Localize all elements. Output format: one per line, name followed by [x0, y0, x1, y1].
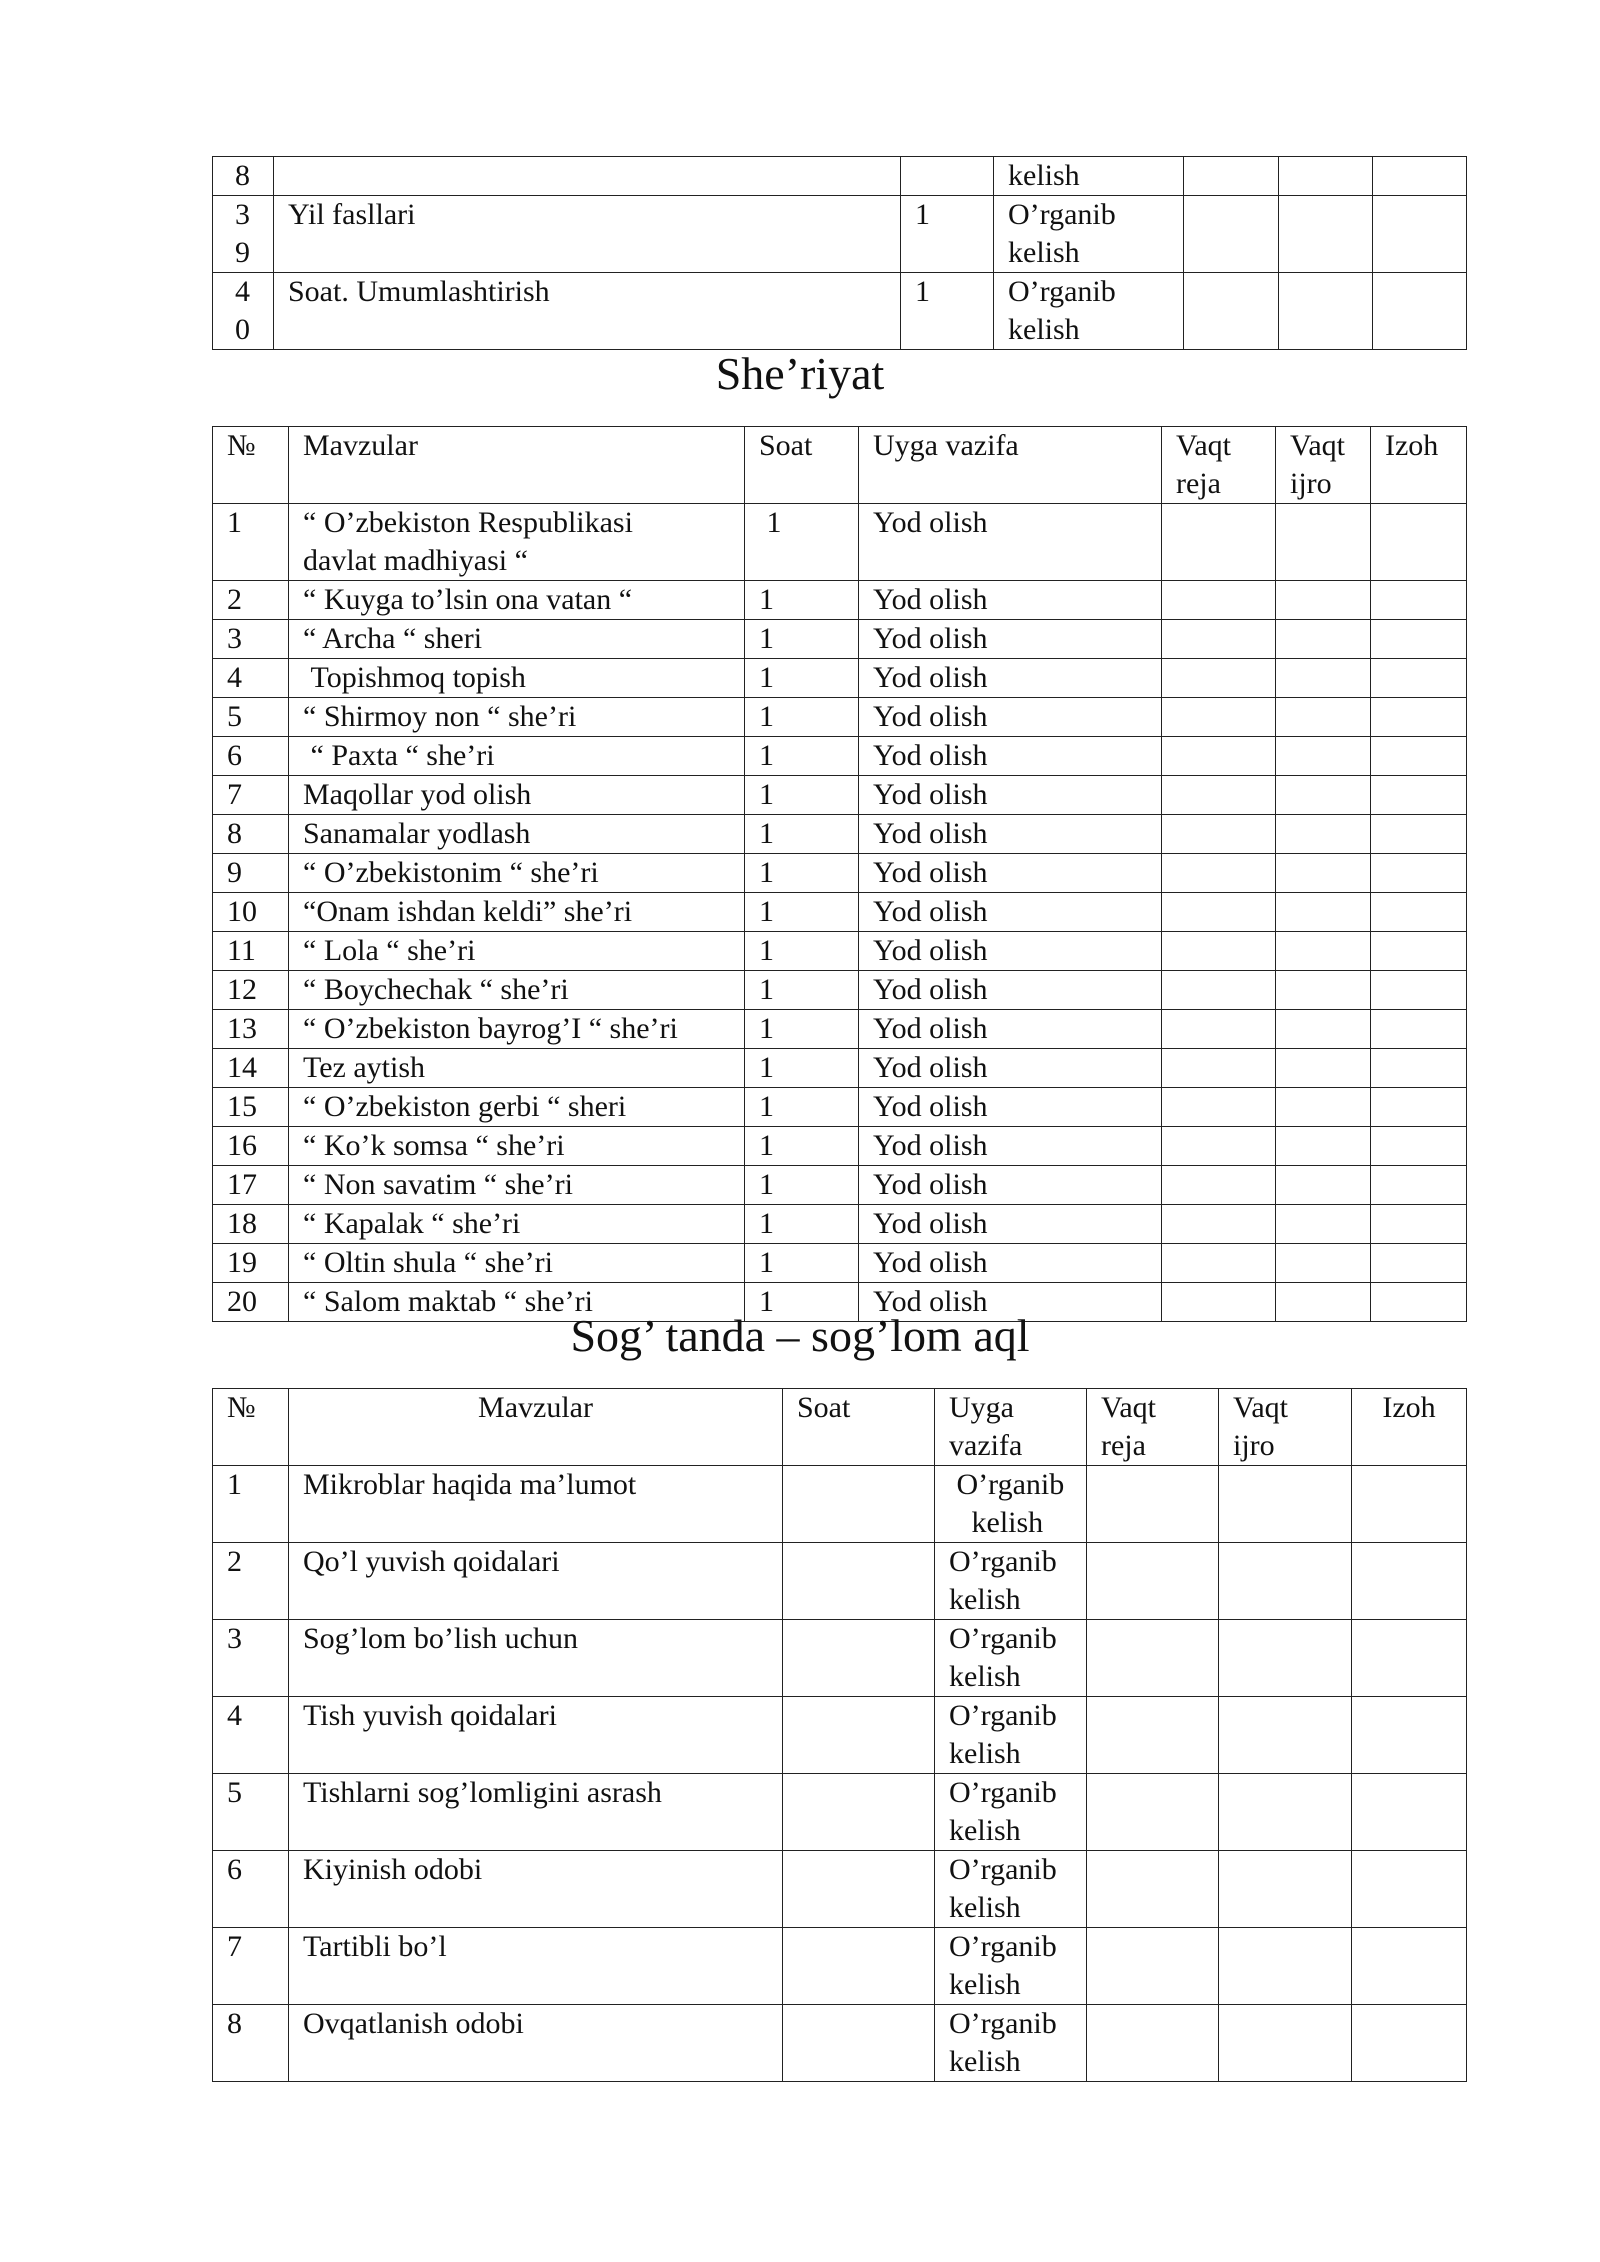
table-row [213, 1928, 1467, 2005]
row-note [1352, 2005, 1467, 2082]
row-number [213, 273, 274, 350]
header-row [213, 427, 1467, 504]
row-topic: Yil fasllari [274, 196, 901, 273]
row-number: 2 [213, 1543, 289, 1620]
row-number [213, 196, 274, 273]
row-topic: “ Oltin shula “ she’ri [289, 1244, 745, 1283]
row-topic: Soat. Umumlashtirish [274, 273, 901, 350]
row-hours [783, 2005, 935, 2082]
row-hours: 1 [745, 932, 859, 971]
row-note [1371, 893, 1467, 932]
table-row [213, 581, 1467, 620]
table-row [213, 1127, 1467, 1166]
row-time-plan [1087, 1851, 1219, 1928]
row-note [1352, 1620, 1467, 1697]
row-homework: O’rganib kelish [935, 1466, 1087, 1543]
row-hours: 1 [901, 273, 994, 350]
row-hours [783, 1928, 935, 2005]
row-note [1371, 698, 1467, 737]
row-homework: Yod olish [859, 1205, 1162, 1244]
row-homework: Yod olish [859, 659, 1162, 698]
row-note [1371, 737, 1467, 776]
row-note [1371, 1244, 1467, 1283]
row-note [1352, 1543, 1467, 1620]
row-homework: Yod olish [859, 1010, 1162, 1049]
row-topic: “ Kapalak “ she’ri [289, 1205, 745, 1244]
row-time-done [1279, 157, 1373, 196]
row-homework: O’rganib kelish [935, 2005, 1087, 2082]
row-homework: Yod olish [859, 1283, 1162, 1322]
row-note [1352, 1697, 1467, 1774]
row-time-done [1276, 854, 1371, 893]
row-time-done [1279, 196, 1373, 273]
row-hours: 1 [745, 737, 859, 776]
row-time-done [1219, 1466, 1352, 1543]
row-number: 6 [213, 737, 289, 776]
table-row [213, 1088, 1467, 1127]
row-time-plan [1162, 971, 1276, 1010]
table-row [213, 1166, 1467, 1205]
row-hours [783, 1851, 935, 1928]
row-topic [274, 157, 901, 196]
row-topic: “ Boychechak “ she’ri [289, 971, 745, 1010]
row-topic: Tishlarni sog’lomligini asrash [289, 1774, 783, 1851]
row-number: 20 [213, 1283, 289, 1322]
row-hours: 1 [745, 815, 859, 854]
table-row [213, 1620, 1467, 1697]
table-row [213, 1244, 1467, 1283]
row-homework: O’rganib kelish [935, 1774, 1087, 1851]
row-homework: kelish [994, 157, 1184, 196]
table-row [213, 1543, 1467, 1620]
row-time-plan [1184, 273, 1279, 350]
row-number: 11 [213, 932, 289, 971]
row-homework: Yod olish [859, 698, 1162, 737]
header-hours: Soat [745, 427, 859, 504]
row-hours: 1 [745, 1127, 859, 1166]
row-time-plan [1162, 1127, 1276, 1166]
row-hours: 1 [745, 971, 859, 1010]
row-note [1371, 659, 1467, 698]
row-note [1371, 1166, 1467, 1205]
row-time-plan [1162, 698, 1276, 737]
row-number: 7 [213, 776, 289, 815]
row-number-digit: 9 [235, 236, 250, 269]
row-hours: 1 [745, 1049, 859, 1088]
row-time-plan [1162, 1205, 1276, 1244]
row-time-done [1276, 659, 1371, 698]
row-time-plan [1087, 2005, 1219, 2082]
row-number: 15 [213, 1088, 289, 1127]
header-time-done: Vaqt ijro [1219, 1389, 1352, 1466]
row-time-plan [1087, 1620, 1219, 1697]
header-topic: Mavzular [289, 427, 745, 504]
row-topic: “ Ko’k somsa “ she’ri [289, 1127, 745, 1166]
row-hours [783, 1543, 935, 1620]
row-time-plan [1087, 1928, 1219, 2005]
row-homework: O’rganib kelish [935, 1543, 1087, 1620]
row-homework: O’rganib kelish [935, 1928, 1087, 2005]
row-note [1371, 776, 1467, 815]
section-title-health: Sog’ tanda – sog’lom aql [570, 1310, 1030, 1361]
table-row [213, 737, 1467, 776]
row-time-plan [1162, 1166, 1276, 1205]
row-time-plan [1087, 1466, 1219, 1543]
row-number: 10 [213, 893, 289, 932]
row-topic: Sanamalar yodlash [289, 815, 745, 854]
row-note [1373, 196, 1467, 273]
row-time-plan [1162, 854, 1276, 893]
row-time-done [1219, 1697, 1352, 1774]
row-number: 18 [213, 1205, 289, 1244]
row-time-plan [1162, 776, 1276, 815]
row-time-plan [1087, 1774, 1219, 1851]
row-topic: “ O’zbekiston Respublikasi davlat madhiyasi “ [289, 504, 745, 581]
row-time-plan [1162, 893, 1276, 932]
row-time-plan [1162, 1010, 1276, 1049]
table-row [213, 893, 1467, 932]
row-hours [901, 157, 994, 196]
row-hours: 1 [745, 1283, 859, 1322]
row-number: 5 [213, 698, 289, 737]
row-note [1352, 1928, 1467, 2005]
row-time-plan [1162, 1088, 1276, 1127]
row-topic: Tartibli bo’l [289, 1928, 783, 2005]
row-time-plan [1087, 1543, 1219, 1620]
table-row [213, 776, 1467, 815]
row-homework: O’rganib kelish [935, 1851, 1087, 1928]
table-row [213, 815, 1467, 854]
row-number: 19 [213, 1244, 289, 1283]
row-hours: 1 [745, 1166, 859, 1205]
row-homework: Yod olish [859, 971, 1162, 1010]
row-homework: O’rganib kelish [994, 196, 1184, 273]
row-number: 9 [213, 854, 289, 893]
row-number [213, 157, 274, 196]
table-row [213, 1851, 1467, 1928]
row-topic: “ O’zbekiston bayrog’I “ she’ri [289, 1010, 745, 1049]
row-time-plan [1162, 659, 1276, 698]
continuation-table [212, 156, 1467, 350]
row-time-done [1276, 1088, 1371, 1127]
row-topic: Maqollar yod olish [289, 776, 745, 815]
row-hours: 1 [901, 196, 994, 273]
row-topic: “Onam ishdan keldi” she’ri [289, 893, 745, 932]
row-topic: Tish yuvish qoidalari [289, 1697, 783, 1774]
row-time-plan [1162, 815, 1276, 854]
row-time-plan [1162, 581, 1276, 620]
row-homework: Yod olish [859, 932, 1162, 971]
table-row [213, 1049, 1467, 1088]
table-row [213, 196, 1467, 273]
header-note: Izoh [1371, 427, 1467, 504]
row-time-plan [1184, 196, 1279, 273]
row-time-done [1219, 1851, 1352, 1928]
row-homework: Yod olish [859, 737, 1162, 776]
row-time-done [1276, 1205, 1371, 1244]
row-time-done [1276, 1244, 1371, 1283]
row-time-done [1276, 776, 1371, 815]
row-topic: “ Lola “ she’ri [289, 932, 745, 971]
row-hours: 1 [745, 698, 859, 737]
row-topic: “ Kuyga to’lsin ona vatan “ [289, 581, 745, 620]
row-time-done [1219, 1928, 1352, 2005]
row-note [1371, 854, 1467, 893]
row-number: 5 [213, 1774, 289, 1851]
row-topic: “ Paxta “ she’ri [289, 737, 745, 776]
row-topic: “ O’zbekiston gerbi “ sheri [289, 1088, 745, 1127]
row-topic: “ Salom maktab “ she’ri [289, 1283, 745, 1322]
row-topic: Sog’lom bo’lish uchun [289, 1620, 783, 1697]
row-hours: 1 [745, 581, 859, 620]
table-row [213, 932, 1467, 971]
row-homework: Yod olish [859, 581, 1162, 620]
row-note [1371, 620, 1467, 659]
table-row [213, 971, 1467, 1010]
row-topic: Qo’l yuvish qoidalari [289, 1543, 783, 1620]
row-homework: Yod olish [859, 1088, 1162, 1127]
table-row [213, 1010, 1467, 1049]
row-note [1352, 1774, 1467, 1851]
row-number: 6 [213, 1851, 289, 1928]
row-topic: “ Archa “ sheri [289, 620, 745, 659]
row-homework: Yod olish [859, 1244, 1162, 1283]
row-topic: “ O’zbekistonim “ she’ri [289, 854, 745, 893]
row-hours: 1 [745, 1010, 859, 1049]
row-number: 8 [213, 2005, 289, 2082]
row-note [1371, 504, 1467, 581]
row-number: 12 [213, 971, 289, 1010]
table-row [213, 1466, 1467, 1543]
row-time-done [1276, 504, 1371, 581]
row-number: 3 [213, 1620, 289, 1697]
row-homework: Yod olish [859, 504, 1162, 581]
row-hours: 1 [745, 1088, 859, 1127]
row-time-plan [1162, 1049, 1276, 1088]
row-topic: Kiyinish odobi [289, 1851, 783, 1928]
row-number-digit: 3 [235, 198, 250, 231]
header-homework: Uyga vazifa [859, 427, 1162, 504]
table-row [213, 620, 1467, 659]
row-hours [783, 1620, 935, 1697]
header-time-plan: Vaqt reja [1087, 1389, 1219, 1466]
row-number-digit: 8 [235, 159, 250, 192]
row-note [1371, 1205, 1467, 1244]
row-homework: Yod olish [859, 1127, 1162, 1166]
header-num: № [213, 427, 289, 504]
table-row [213, 273, 1467, 350]
table-row [213, 1774, 1467, 1851]
header-homework: Uyga vazifa [935, 1389, 1087, 1466]
row-note [1352, 1466, 1467, 1543]
table-row [213, 659, 1467, 698]
row-topic: Ovqatlanish odobi [289, 2005, 783, 2082]
row-hours: 1 [745, 1205, 859, 1244]
header-note: Izoh [1352, 1389, 1467, 1466]
row-number: 1 [213, 504, 289, 581]
row-number: 7 [213, 1928, 289, 2005]
row-hours: 1 [745, 659, 859, 698]
row-time-plan [1162, 504, 1276, 581]
row-note [1371, 581, 1467, 620]
table-row [213, 698, 1467, 737]
row-time-done [1276, 737, 1371, 776]
row-time-done [1276, 932, 1371, 971]
header-row [213, 1389, 1467, 1466]
row-number: 8 [213, 815, 289, 854]
header-num: № [213, 1389, 289, 1466]
row-time-plan [1162, 737, 1276, 776]
row-note [1371, 971, 1467, 1010]
row-time-done [1276, 971, 1371, 1010]
table-row [213, 854, 1467, 893]
row-hours: 1 [745, 776, 859, 815]
row-note [1352, 1851, 1467, 1928]
row-time-done [1276, 698, 1371, 737]
row-number-digit: 4 [235, 275, 250, 308]
row-topic: Tez aytish [289, 1049, 745, 1088]
row-hours: 1 [745, 854, 859, 893]
row-homework: O’rganib kelish [935, 1620, 1087, 1697]
row-hours: 1 [745, 620, 859, 659]
row-note [1371, 1010, 1467, 1049]
row-time-done [1219, 2005, 1352, 2082]
row-note [1373, 157, 1467, 196]
row-time-plan [1184, 157, 1279, 196]
row-time-done [1219, 1620, 1352, 1697]
row-time-done [1276, 815, 1371, 854]
section-title-poetry: She’riyat [715, 348, 885, 399]
row-topic: “ Non savatim “ she’ri [289, 1166, 745, 1205]
row-number: 4 [213, 1697, 289, 1774]
table-row [213, 1205, 1467, 1244]
row-time-plan [1162, 932, 1276, 971]
header-time-done: Vaqt ijro [1276, 427, 1371, 504]
row-time-done [1276, 581, 1371, 620]
header-time-plan: Vaqt reja [1162, 427, 1276, 504]
row-time-done [1219, 1543, 1352, 1620]
row-number: 14 [213, 1049, 289, 1088]
row-time-done [1219, 1774, 1352, 1851]
row-time-done [1279, 273, 1373, 350]
row-homework: Yod olish [859, 776, 1162, 815]
row-number: 2 [213, 581, 289, 620]
row-number: 1 [213, 1466, 289, 1543]
row-time-plan [1162, 1244, 1276, 1283]
row-number: 3 [213, 620, 289, 659]
row-time-done [1276, 1010, 1371, 1049]
row-homework: O’rganib kelish [994, 273, 1184, 350]
table-row [213, 1697, 1467, 1774]
row-time-done [1276, 620, 1371, 659]
row-note [1371, 1088, 1467, 1127]
row-note [1371, 1127, 1467, 1166]
row-time-done [1276, 893, 1371, 932]
poetry-table [212, 426, 1467, 1322]
row-homework: Yod olish [859, 893, 1162, 932]
row-time-done [1276, 1166, 1371, 1205]
row-time-done [1276, 1049, 1371, 1088]
row-homework: Yod olish [859, 815, 1162, 854]
table-row [213, 2005, 1467, 2082]
row-hours: 1 [745, 504, 859, 581]
table-row [213, 157, 1467, 196]
row-note [1371, 1049, 1467, 1088]
row-number: 16 [213, 1127, 289, 1166]
row-topic: Topishmoq topish [289, 659, 745, 698]
row-hours [783, 1774, 935, 1851]
row-note [1371, 815, 1467, 854]
header-hours: Soat [783, 1389, 935, 1466]
row-homework: Yod olish [859, 1166, 1162, 1205]
row-number: 4 [213, 659, 289, 698]
table-row [213, 504, 1467, 581]
row-number: 17 [213, 1166, 289, 1205]
row-note [1371, 932, 1467, 971]
row-topic: Mikroblar haqida ma’lumot [289, 1466, 783, 1543]
header-topic: Mavzular [289, 1389, 783, 1466]
row-homework: O’rganib kelish [935, 1697, 1087, 1774]
row-number-digit: 0 [235, 313, 250, 346]
health-table [212, 1388, 1467, 2082]
row-number: 13 [213, 1010, 289, 1049]
row-homework: Yod olish [859, 1049, 1162, 1088]
row-hours: 1 [745, 1244, 859, 1283]
row-note [1373, 273, 1467, 350]
row-time-plan [1087, 1697, 1219, 1774]
row-topic: “ Shirmoy non “ she’ri [289, 698, 745, 737]
row-hours: 1 [745, 893, 859, 932]
row-homework: Yod olish [859, 854, 1162, 893]
row-time-done [1276, 1127, 1371, 1166]
row-hours [783, 1466, 935, 1543]
row-hours [783, 1697, 935, 1774]
row-homework: Yod olish [859, 620, 1162, 659]
row-time-plan [1162, 620, 1276, 659]
